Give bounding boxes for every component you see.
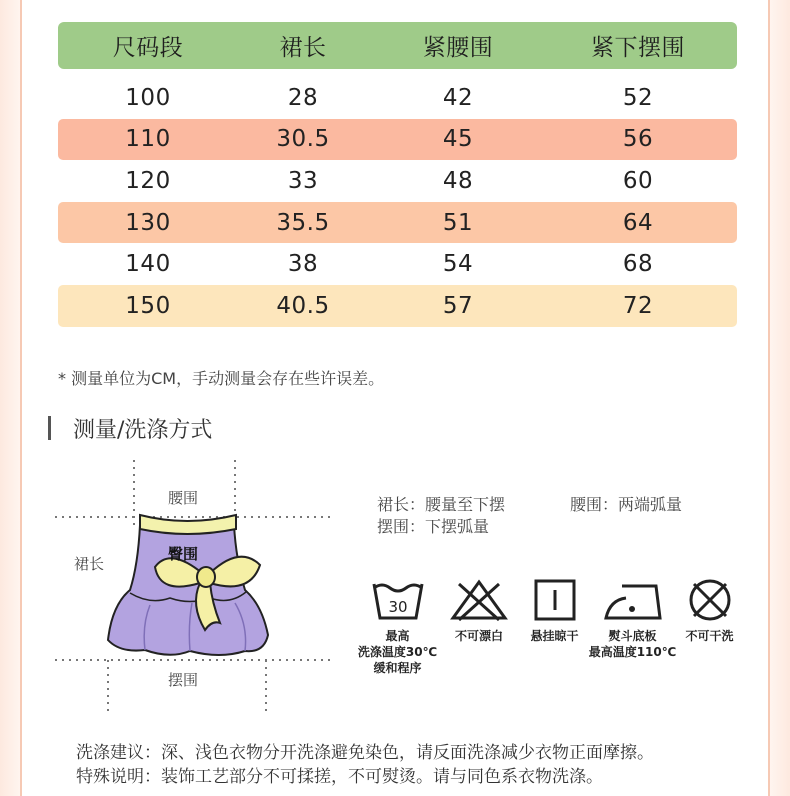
skirt-diagram (50, 455, 340, 720)
table-cell: 45 (442, 126, 474, 153)
header-cell: 尺码段 (112, 35, 184, 61)
table-header (58, 22, 737, 69)
table-cell: 52 (622, 84, 654, 111)
table-cell: 40.5 (276, 292, 330, 319)
no-bleach-icon (449, 578, 509, 622)
hem-description: 摆围：下摆弧量 (377, 517, 490, 536)
section-title (48, 414, 212, 442)
hip-label: 臀围 (168, 545, 199, 563)
table-cell: 60 (622, 167, 654, 194)
hem-label: 摆围 (168, 671, 199, 689)
table-cell: 54 (442, 251, 474, 278)
wash-30-icon (370, 578, 426, 622)
length-description: 裙长：腰量至下摆 (377, 495, 506, 514)
table-cell: 38 (287, 251, 319, 278)
care-label: 熨斗底板 (608, 629, 657, 643)
care-label: 悬挂晾干 (530, 629, 579, 643)
table-cell: 56 (622, 126, 654, 153)
table-cell: 120 (125, 167, 171, 194)
right-border-decoration (768, 0, 790, 796)
care-label: 不可干洗 (685, 629, 734, 643)
care-label: 最高 (385, 629, 410, 643)
section-title-text: 测量/洗涤方式 (73, 417, 213, 443)
care-label: 最高温度110℃ (588, 645, 677, 659)
table-cell: 57 (442, 292, 474, 319)
waist-label: 腰围 (168, 489, 199, 507)
hang-dry-icon (533, 578, 577, 622)
table-row (58, 77, 737, 119)
care-item-hang-dry (517, 578, 592, 644)
table-cell: 48 (442, 167, 474, 194)
table-cell: 42 (442, 84, 474, 111)
measurement-note: * 测量单位为CM，手动测量会存在些许误差。 (58, 369, 385, 388)
table-cell: 30.5 (276, 126, 330, 153)
care-item-no-dryclean (672, 578, 747, 644)
care-item-iron (585, 578, 680, 660)
care-label: 不可漂白 (454, 629, 503, 643)
waist-description: 腰围：两端弧量 (570, 495, 683, 514)
table-row (58, 119, 737, 161)
size-table (58, 22, 737, 327)
iron-icon (602, 578, 664, 622)
table-cell: 130 (125, 209, 171, 236)
header-cell: 紧下摆围 (591, 35, 685, 61)
table-cell: 100 (125, 84, 171, 111)
special-notice: 特殊说明：装饰工艺部分不可揉搓，不可熨烫。请与同色系衣物洗涤。 (76, 767, 603, 787)
table-cell: 51 (442, 209, 474, 236)
table-cell: 110 (125, 126, 171, 153)
length-label: 裙长 (74, 555, 105, 573)
care-item-no-bleach (440, 578, 518, 644)
section-bar (48, 416, 51, 440)
table-row (58, 285, 737, 327)
left-border-decoration (0, 0, 22, 796)
table-cell: 68 (622, 251, 654, 278)
table-row (58, 202, 737, 244)
care-label: 洗涤温度30℃ (357, 645, 438, 659)
table-cell: 150 (125, 292, 171, 319)
table-cell: 72 (622, 292, 654, 319)
header-cell: 紧腰围 (422, 35, 494, 61)
table-row (58, 160, 737, 202)
table-cell: 64 (622, 209, 654, 236)
care-label: 缓和程序 (373, 661, 422, 675)
table-cell: 33 (287, 167, 319, 194)
header-cell: 裙长 (279, 35, 327, 61)
wash-temp-value: 30 (387, 598, 408, 616)
table-row (58, 243, 737, 285)
no-dryclean-icon (686, 578, 734, 622)
table-cell: 28 (287, 84, 319, 111)
table-cell: 35.5 (276, 209, 330, 236)
care-item-wash (350, 578, 445, 676)
table-cell: 140 (125, 251, 171, 278)
wash-advice: 洗涤建议：深、浅色衣物分开洗涤避免染色，请反面洗涤减少衣物正面摩擦。 (76, 743, 654, 763)
